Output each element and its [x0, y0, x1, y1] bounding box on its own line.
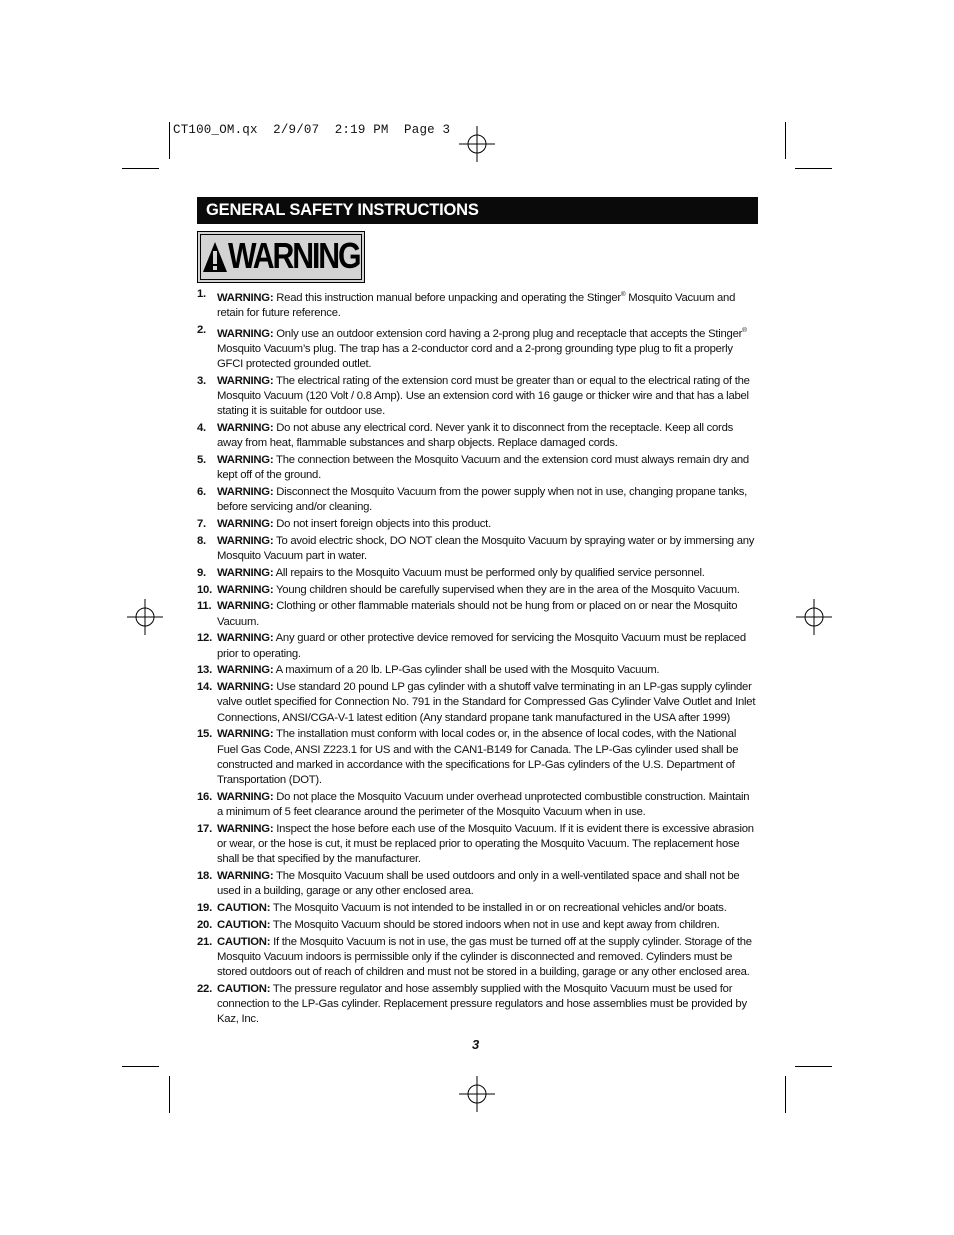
- registration-mark-icon: [796, 599, 832, 635]
- crop-mark: [169, 1076, 170, 1113]
- item-text: Do not insert foreign objects into this product.: [273, 517, 491, 530]
- item-label: WARNING:: [217, 374, 274, 387]
- item-number: 4.: [197, 421, 206, 434]
- item-number: 3.: [197, 374, 206, 387]
- item-label: WARNING:: [217, 421, 274, 434]
- item-number: 6.: [197, 485, 206, 498]
- item-number: 12.: [197, 632, 212, 645]
- item-label: WARNING:: [217, 822, 274, 835]
- list-item: [197, 583, 757, 598]
- warning-badge: [197, 231, 365, 283]
- item-text: To avoid electric shock, DO NOT clean the Mosquito Vacuum by spraying water or by immersing any Mosquito Vacuum part in water.: [217, 534, 755, 562]
- item-label: WARNING:: [217, 869, 274, 882]
- item-number: 14.: [197, 681, 212, 694]
- item-text: A maximum of a 20 lb. LP-Gas cylinder shall be used with the Mosquito Vacuum.: [273, 664, 660, 677]
- item-label: WARNING:: [217, 517, 274, 530]
- registered-mark: ®: [620, 291, 626, 298]
- item-text: Mosquito Vacuum’s plug. The trap has a 2-conductor cord and a 2-prong grounding type plug to fit a properly GFCI protected grounded outlet.: [217, 342, 733, 370]
- item-text: The electrical rating of the extension cord must be greater than or equal to the electrical rating of the Mosquito Vacuum (120 Volt / 0.8 Amp). Use an extension cord with 16 gauge or thicker wire and that has a label stating it is suitable for outdoor use.: [217, 374, 750, 418]
- list-item: [197, 485, 757, 515]
- item-text: Use standard 20 pound LP gas cylinder with a shutoff valve terminating in an LP-gas supply cylinder valve outlet specified for Connection No. 791 in the Standard for Compressed Gas Cylinder Valve Outlet and Inlet Connections, ANSI/CGA-V-1 latest edition (Any standard propane tank manufactured in the USA after 1999): [217, 681, 756, 724]
- list-item: [197, 935, 757, 981]
- item-text: The Mosquito Vacuum should be stored indoors when not in use and kept away from children.: [270, 918, 720, 931]
- registration-mark-icon: [459, 126, 495, 162]
- item-number: 13.: [197, 664, 212, 677]
- print-slug: CT100_OM.qx 2/9/07 2:19 PM Page 3: [173, 123, 451, 137]
- registration-mark-icon: [127, 599, 163, 635]
- item-number: 11.: [197, 600, 212, 613]
- item-text: Any guard or other protective device removed for servicing the Mosquito Vacuum must be replaced prior to operating.: [217, 632, 746, 660]
- list-item: [197, 534, 757, 564]
- list-item: [197, 599, 757, 629]
- item-text: Disconnect the Mosquito Vacuum from the power supply when not in use, changing propane tanks, before servicing and/or cleaning.: [217, 485, 748, 514]
- item-number: 5.: [197, 453, 206, 466]
- item-text: The pressure regulator and hose assembly supplied with the Mosquito Vacuum must be used for connection to the LP-Gas cylinder. Replacement pressure regulators and hose assemblies must be provided by Kaz, Inc.: [217, 982, 747, 1026]
- safety-instruction-list: [197, 287, 757, 1029]
- item-number: 7.: [197, 517, 206, 530]
- list-item: [197, 287, 757, 321]
- warning-badge-label: WARNING: [228, 235, 360, 276]
- page-number: 3: [472, 1037, 480, 1052]
- item-label: WARNING:: [217, 790, 274, 803]
- item-text: The installation must conform with local codes or, in the absence of local codes, with the National Fuel Gas Code, ANSI Z223.1 for US and with the CAN1-B149 for Canada. The LP-Gas cylinder used shall be constructed and marked in accordance with the specifications for LP-Gas cylinders of the U.S. Department of Transportation (DOT).: [217, 728, 739, 786]
- registered-mark: ®: [742, 326, 747, 334]
- item-label: WARNING:: [217, 453, 274, 466]
- item-label: WARNING:: [217, 327, 274, 340]
- list-item: [197, 663, 757, 678]
- item-text: The connection between the Mosquito Vacuum and the extension cord must always remain dry and kept off of the ground.: [217, 453, 749, 482]
- item-text: Do not abuse any electrical cord. Never yank it to disconnect from the receptacle. Keep all cords away from heat, flammable substances and sharp objects. Replace damaged cords.: [217, 421, 734, 450]
- item-text: If the Mosquito Vacuum is not in use, the gas must be turned off at the supply cylinder. Storage of the Mosquito Vacuum indoors is permissible only if the cylinder is disconnected and removed. Cylinders must be stored outdoors out of reach of children and must not be stored in a building, garage or any other enclosed area.: [217, 935, 752, 978]
- item-text: All repairs to the Mosquito Vacuum must be performed only by qualified service personnel.: [273, 566, 705, 579]
- list-item: [197, 727, 757, 788]
- list-item: [197, 869, 757, 899]
- item-text: Read this instruction manual before unpacking and operating the Stinger: [273, 291, 621, 304]
- list-item: [197, 901, 757, 916]
- list-item: [197, 517, 757, 532]
- item-number: 9.: [197, 566, 206, 579]
- item-label: CAUTION:: [217, 901, 271, 914]
- item-number: 20.: [197, 918, 212, 931]
- item-label: CAUTION:: [217, 982, 271, 995]
- item-number: 2.: [197, 323, 206, 336]
- item-number: 16.: [197, 790, 212, 803]
- item-text: Clothing or other flammable materials should not be hung from or placed on or near the Mosquito Vacuum.: [217, 600, 738, 628]
- section-title: GENERAL SAFETY INSTRUCTIONS: [206, 201, 479, 219]
- item-label: WARNING:: [217, 534, 274, 547]
- list-item: [197, 631, 757, 661]
- item-text: Only use an outdoor extension cord having a 2-prong plug and receptacle that accepts the Stinger: [273, 327, 743, 340]
- list-item: [197, 790, 757, 820]
- item-text: Do not place the Mosquito Vacuum under overhead unprotected combustible construction. Maintain a minimum of 5 feet clearance around the perimeter of the Mosquito Vacuum when in use.: [217, 790, 750, 818]
- item-number: 10.: [197, 583, 212, 596]
- warning-triangle-icon: [202, 241, 228, 273]
- item-number: 19.: [197, 901, 212, 914]
- list-item: [197, 680, 757, 726]
- item-label: WARNING:: [217, 291, 274, 304]
- list-item: [197, 453, 757, 483]
- crop-mark: [122, 168, 159, 169]
- item-number: 15.: [197, 728, 212, 741]
- crop-mark: [169, 122, 170, 159]
- section-header: [197, 197, 758, 224]
- item-label: WARNING:: [217, 566, 274, 579]
- item-label: CAUTION:: [217, 918, 271, 931]
- item-number: 1.: [197, 288, 206, 300]
- list-item: [197, 918, 757, 933]
- list-item: [197, 421, 757, 451]
- item-text: Inspect the hose before each use of the Mosquito Vacuum. If it is evident there is excessive abrasion or wear, or the hose is cut, it must be replaced prior to operating the Mosquito Vacuum. The replacement hose shall be that specified by the manufacturer.: [217, 822, 754, 866]
- item-label: WARNING:: [217, 632, 274, 645]
- item-label: WARNING:: [217, 485, 274, 498]
- item-number: 17.: [197, 822, 212, 835]
- item-label: WARNING:: [217, 664, 274, 677]
- item-number: 18.: [197, 869, 212, 882]
- list-item: [197, 323, 757, 372]
- crop-mark: [785, 1076, 786, 1113]
- item-number: 8.: [197, 534, 206, 547]
- item-text: Young children should be carefully supervised when they are in the area of the Mosquito Vacuum.: [273, 583, 740, 596]
- item-label: WARNING:: [217, 583, 274, 596]
- crop-mark: [785, 122, 786, 159]
- crop-mark: [122, 1066, 159, 1067]
- item-text: The Mosquito Vacuum is not intended to be installed in or on recreational vehicles and/or boats.: [270, 901, 727, 914]
- list-item: [197, 982, 757, 1028]
- item-label: WARNING:: [217, 728, 274, 741]
- list-item: [197, 374, 757, 420]
- crop-mark: [795, 1066, 832, 1067]
- registration-mark-icon: [459, 1076, 495, 1112]
- item-number: 21.: [197, 935, 212, 948]
- item-label: WARNING:: [217, 681, 274, 694]
- item-text: Mosquito Vacuum and retain for future reference.: [217, 291, 736, 319]
- list-item: [197, 822, 757, 868]
- crop-mark: [795, 168, 832, 169]
- item-number: 22.: [197, 982, 212, 995]
- item-label: WARNING:: [217, 600, 274, 613]
- item-label: CAUTION:: [217, 935, 271, 948]
- item-text: The Mosquito Vacuum shall be used outdoors and only in a well-ventilated space and shall not be used in a building, garage or any other enclosed area.: [217, 869, 740, 898]
- list-item: [197, 566, 757, 581]
